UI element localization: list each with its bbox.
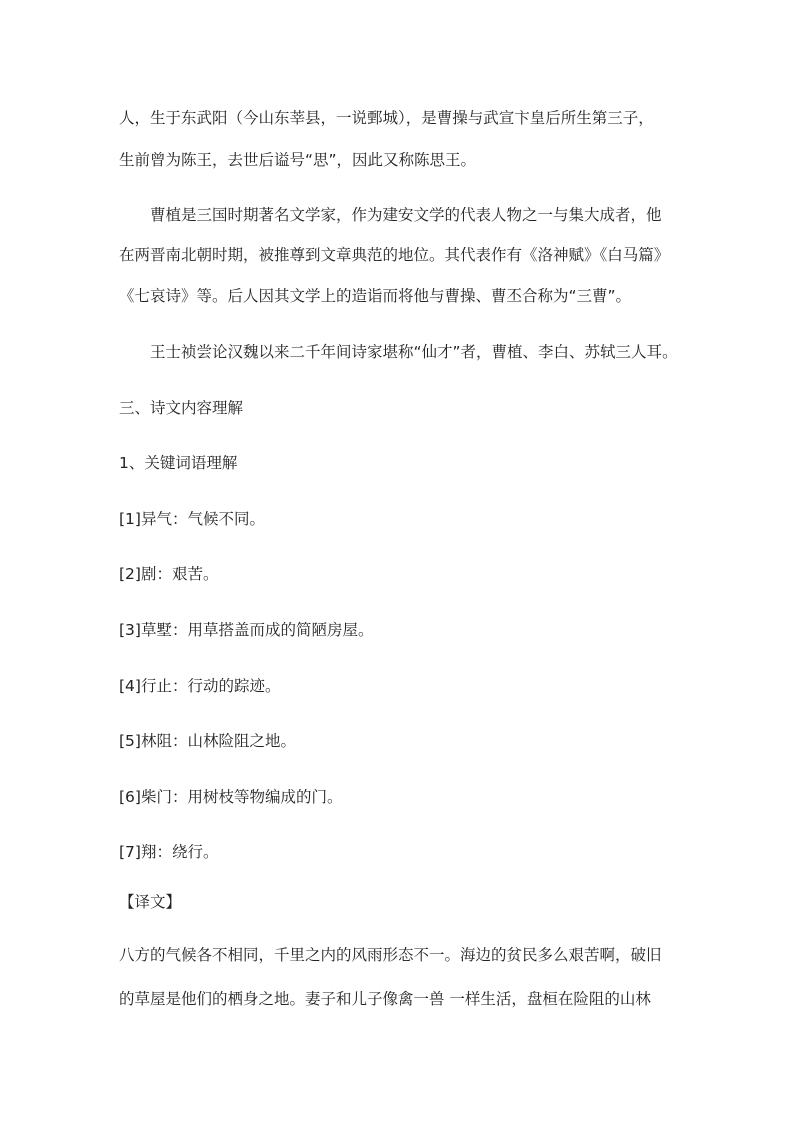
intro-line-1: 人，生于东武阳（今山东莘县，一说鄄城），是曹操与武宣卞皇后所生第三子，: [119, 109, 654, 127]
glossary-item-4: [4]行止：行动的踪迹。: [119, 677, 281, 695]
glossary-item-3: [3]草墅：用草搭盖而成的简陋房屋。: [119, 621, 374, 639]
glossary-item-7: [7]翔：绕行。: [119, 843, 219, 861]
glossary-item-5: [5]林阻：山林险阻之地。: [119, 732, 296, 750]
glossary-item-1: [1]异气：气候不同。: [119, 510, 265, 528]
intro-line-2: 生前曾为陈王，去世后谥号“思”，因此又称陈思王。: [119, 151, 477, 169]
paragraph2-line-2: 在两晋南北朝时期，被推尊到文章典范的地位。其代表作有《洛神赋》《白马篇》: [119, 246, 670, 264]
subsection-heading: 1、关键词语理解: [119, 454, 238, 472]
glossary-item-2: [2]剧：艰苦。: [119, 565, 219, 583]
translation-line-2: 的草屋是他们的栖身之地。妻子和儿子像禽一兽 一样生活，盘桓在险阻的山林: [119, 990, 651, 1008]
paragraph3-line-1: 王士祯尝论汉魏以来二千年间诗家堪称“仙才”者，曹植、李白、苏轼三人耳。: [150, 343, 678, 361]
paragraph2-line-3: 《七哀诗》等。后人因其文学上的造诣而将他与曹操、曹丕合称为“三曹”。: [119, 287, 632, 305]
translation-heading: 【译文】: [119, 893, 182, 911]
paragraph2-line-1: 曹植是三国时期著名文学家，作为建安文学的代表人物之一与集大成者，他: [150, 206, 662, 224]
section-heading: 三、诗文内容理解: [119, 399, 244, 417]
translation-line-1: 八方的气候各不相同，千里之内的风雨形态不一。海边的贫民多么艰苦啊，破旧: [119, 946, 662, 964]
glossary-item-6: [6]柴门：用树枝等物编成的门。: [119, 788, 343, 806]
